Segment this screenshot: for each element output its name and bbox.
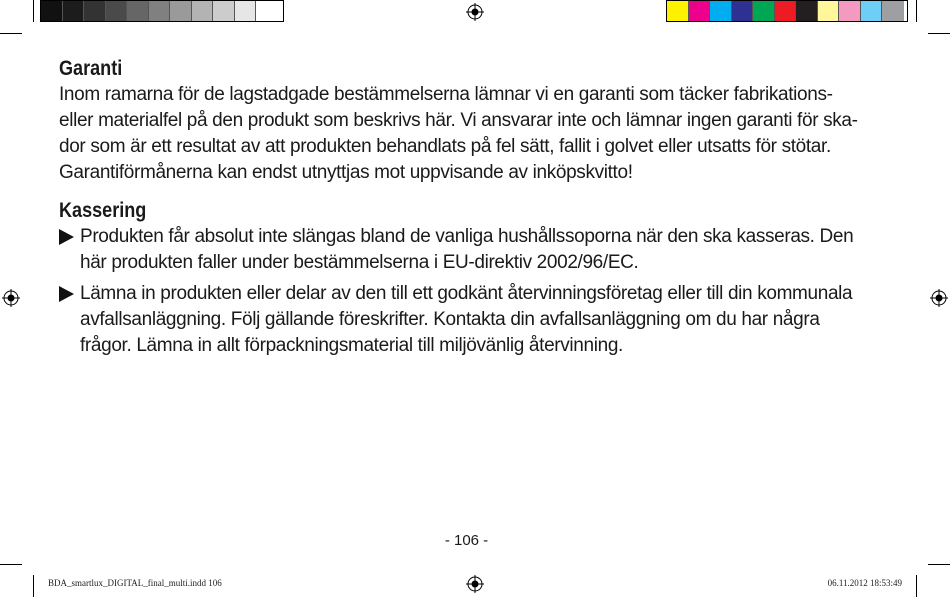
- grayscale-colorbar: [40, 0, 284, 22]
- list-item-line: frågor. Lämna in allt förpackningsmaterial till miljövänlig återvinning.: [80, 335, 623, 356]
- garanti-line: dor som är ett resultat av att produkten behandlats på fel sätt, fallit i golvet eller utsatts för stötar.: [59, 136, 831, 157]
- list-item: [59, 281, 889, 359]
- page-number: - 106 -: [444, 532, 489, 549]
- garanti-line: Inom ramarna för de lagstadgade bestämmelserna lämnar vi en garanti som täcker fabrikations-: [59, 84, 833, 105]
- garanti-line: Garantiförmånerna kan endst utnyttjas mot uppvisande av inköpskvitto!: [59, 162, 633, 183]
- color-swatch: [861, 1, 883, 21]
- color-swatch: [63, 1, 85, 21]
- crop-mark-br-v: [916, 575, 917, 597]
- triangle-bullet-icon: [59, 229, 74, 245]
- list-item-line: här produkten faller under bestämmelserna i EU-direktiv 2002/96/EC.: [80, 252, 639, 273]
- footer-filename: BDA_smartlux_DIGITAL_final_multi.indd 106: [48, 578, 222, 588]
- color-swatch: [732, 1, 754, 21]
- crop-mark-bl-v: [33, 575, 34, 597]
- kassering-section: [59, 198, 889, 359]
- kassering-heading: Kassering: [59, 199, 147, 222]
- garanti-line: eller materialfel på den produkt som beskrivs här. Vi ansvarar inte och lämnar ingen garanti för ska-: [59, 110, 858, 131]
- color-swatch: [256, 1, 278, 21]
- color-swatch: [235, 1, 257, 21]
- color-swatch: [753, 1, 775, 21]
- color-swatch: [170, 1, 192, 21]
- color-swatch: [192, 1, 214, 21]
- color-swatch: [796, 1, 818, 21]
- garanti-heading: Garanti: [59, 57, 123, 80]
- color-colorbar: [666, 0, 908, 22]
- crop-mark-br-h: [928, 564, 950, 565]
- color-swatch: [41, 1, 63, 21]
- garanti-paragraph: [59, 82, 889, 186]
- crop-mark-tl-h: [0, 33, 22, 34]
- color-swatch: [882, 1, 904, 21]
- registration-mark-bottom-icon: [466, 575, 484, 593]
- triangle-bullet-icon: [59, 286, 74, 302]
- color-swatch: [84, 1, 106, 21]
- registration-mark-right-icon: [930, 289, 948, 307]
- footer-timestamp: 06.11.2012 18:53:49: [827, 578, 902, 588]
- color-swatch: [667, 1, 689, 21]
- color-swatch: [127, 1, 149, 21]
- color-swatch: [839, 1, 861, 21]
- color-swatch: [710, 1, 732, 21]
- list-item: [59, 224, 889, 276]
- list-item-line: Lämna in produkten eller delar av den till ett godkänt återvinningsföretag eller till din kommunala: [80, 283, 853, 304]
- registration-mark-left-icon: [2, 289, 20, 307]
- list-item-line: Produkten får absolut inte slängas bland de vanliga hushållssoporna när den ska kasseras. Den: [80, 226, 854, 247]
- color-swatch: [106, 1, 128, 21]
- crop-mark-tl-v: [33, 0, 34, 22]
- color-swatch: [213, 1, 235, 21]
- page-content: [59, 56, 889, 364]
- color-swatch: [149, 1, 171, 21]
- color-swatch: [818, 1, 840, 21]
- kassering-list: [59, 224, 889, 359]
- color-swatch: [689, 1, 711, 21]
- crop-mark-tr-h: [928, 33, 950, 34]
- list-item-line: avfallsanläggning. Följ gällande föreskrifter. Kontakta din avfallsanläggning om du har några: [80, 309, 820, 330]
- garanti-section: [59, 56, 889, 186]
- registration-mark-top-icon: [466, 3, 484, 21]
- color-swatch: [775, 1, 797, 21]
- crop-mark-tr-v: [916, 0, 917, 22]
- crop-mark-bl-h: [0, 564, 22, 565]
